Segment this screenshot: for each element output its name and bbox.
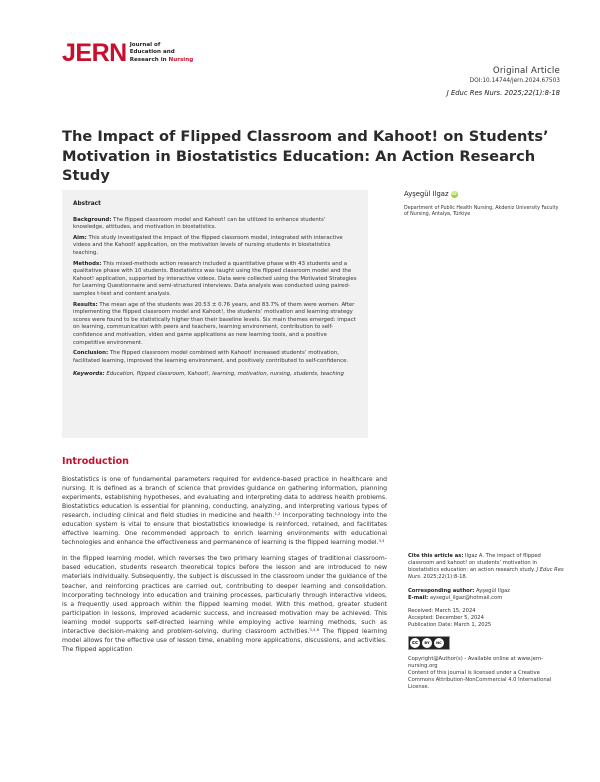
background-text: The flipped classroom model and Kahoot! can be utilized to enhance students’ knowledge, attitudes, and motivation in biostatistics. [73, 216, 326, 231]
email-label: E-mail: [408, 594, 429, 601]
citation-sup[interactable]: 3,4,6 [309, 626, 320, 632]
abstract-results [73, 302, 357, 348]
keywords-label: Keywords: [73, 371, 105, 378]
logo-line-1: Journal of [129, 42, 161, 48]
logo-mark: JERN [62, 39, 127, 67]
background-label: Background: [73, 216, 112, 223]
article-title: The Impact of Flipped Classroom and Kahoot! on Students’ Motivation in Biostatistics Education: An Action Research Study [62, 128, 549, 184]
p2-text-b: The flipped learning model allows for the effective use of lesson time, enabling more applications, discussions, and activities. The flipped application [62, 627, 387, 653]
cite-text-b: 2025;22(1):8-18. [421, 573, 468, 580]
abstract-aim [73, 235, 357, 258]
author-name-row [404, 190, 564, 198]
logo-journal-name [130, 40, 194, 64]
cc-license-icon[interactable] [408, 636, 450, 650]
corr-name: Ayşegül Ilgaz [474, 587, 510, 594]
article-info-sidebar [408, 553, 566, 691]
cc-by-icon: BY [422, 638, 432, 648]
cite-block [408, 553, 566, 581]
abstract-methods [73, 261, 357, 299]
correspondence-block [408, 588, 566, 602]
accepted-date: Accepted: December 5, 2024 [408, 615, 484, 622]
keywords-text: Education, flipped classroom, Kahoot!, learning, motivation, nursing, students, teaching [104, 371, 344, 378]
license-text: Content of this journal is licensed under a Creative Commons Attribution-NonCommercial 4.0 International License. [408, 669, 552, 690]
cite-text: Ilgaz A. The impact of flipped classroom and kahoot! on students’ motivation in biostatistics education: an action research study. [408, 553, 541, 573]
abstract-box [62, 190, 368, 438]
paragraph [62, 475, 387, 547]
abstract-background [73, 217, 357, 232]
email-link[interactable]: aysegul_ilgaz@hotmail.com [428, 594, 503, 601]
section-heading-introduction: Introduction [62, 456, 129, 467]
orcid-icon[interactable]: iD [451, 191, 457, 197]
corr-row [408, 588, 566, 595]
results-label: Results: [73, 301, 98, 308]
citation-sup[interactable]: 1,2 [274, 511, 281, 517]
aim-label: Aim: [73, 234, 87, 241]
logo-line-2: Education and [129, 49, 175, 56]
author-name: Ayşegül Ilgaz [404, 190, 449, 198]
corr-label: Corresponding author: [408, 587, 475, 594]
journal-logo [62, 40, 193, 66]
abstract-conclusion [73, 350, 357, 365]
p1-text: Biostatistics is one of fundamental parameters required for evidence-based practice in healthcare and nursing. It is defined as a branch of science that provides guidance on gathering information, planning experiments, establishing hypotheses, and evaluating and interpreting data to address health problems. Biostatistics education is essential for planning, conducting, analyzing, and interpreting various types of research, including clinical and field studies in medicine and health. [62, 476, 387, 520]
doi-link[interactable]: DOI:10.14744/jern.2024.67503 [469, 78, 560, 84]
abstract-keywords [73, 371, 357, 379]
article-meta [447, 66, 560, 97]
dates-block [408, 608, 566, 629]
logo-line-3 [130, 57, 194, 64]
cite-journal: J Educ Res Nurs. [408, 566, 564, 580]
introduction-body [62, 475, 387, 661]
logo-line-3b: Nursing [168, 56, 194, 63]
email-row [408, 595, 566, 602]
article-type: Original Article [492, 66, 560, 76]
cc-nc-icon: NC [434, 638, 444, 648]
methods-label: Methods: [73, 260, 102, 267]
results-text: The mean age of the students was 20.53 ± 0.76 years, and 83.7% of them were women. After implementing the flipped classroom model and Kahoot!, the students’ motivation and learning strategy scores were found to be statistically higher than their baseline levels. Six main themes emerged: impact on learning, communication with peers and teachers, learning environment, contribution to self-confidence and motivation, video and game applications as new learning tools, and a positive competitive environment. [73, 301, 356, 346]
abstract-heading: Abstract [73, 201, 101, 207]
aim-text: This study investigated the impact of the flipped classroom model, integrated with interactive videos and the Kahoot! application, on the motivation levels of nursing students in biostatistics teaching. [73, 234, 343, 256]
journal-reference: J Educ Res Nurs. 2025;22(1):8-18 [446, 89, 560, 97]
p2-text: In the flipped learning model, which reverses the two primary learning stages of traditional classroom-based education, students research theoretical topics before the lesson and are introduced to new materials individually. Subsequently, the subject is discussed in the classroom under the guidance of the teacher, and reinforcing practices are carried out, contributing to deeper learning and consolidation. Incorporating technology into education and training processes, particularly through interactive videos, is a frequently used approach within the flipped learning model. With this method, greater student participation in lessons, improved academic success, and increased motivation may be achieved. This learning model supports self-directed learning while employing active learning methods, such as interactive decision-making and problem-solving, during classroom activities. [62, 555, 387, 635]
p1-text-b: Incorporating technology into the education system is vital to ensure that biostatistics knowledge is reinforced, retained, and facilitates effective learning. One recommended approach to enrich learning environments with educational technologies and enhance the effectiveness and permanence of learning is the flipped learning model. [62, 512, 387, 547]
cc-icon: cc [410, 638, 420, 648]
publication-date: Publication Date: March 1, 2025 [408, 622, 492, 629]
conclusion-label: Conclusion: [73, 350, 109, 357]
citation-sup[interactable]: 3,4 [378, 538, 385, 544]
paragraph [62, 554, 387, 654]
received-date: Received: March 15, 2024 [408, 608, 476, 615]
cite-label: Cite this article as: [408, 553, 464, 559]
author-affiliation: Department of Public Health Nursing, Akdeniz University Faculty of Nursing, Antalya, Türkiye [404, 206, 559, 218]
copyright-text: Copyright@Author(s) - Available online at www.jern-nursing.org [408, 656, 544, 670]
methods-text: This mixed-methods action research included a quantitative phase with 43 students and a qualitative phase with 10 students. Biostatistics was taught using the flipped classroom model and the Kahoot! application, supported by interactive videos. Data were collected using the Motivated Strategies for Learning Questionnaire and semi-structured interviews. Data analysis was conducted using paired-samples t-test and content analysis. [73, 260, 357, 297]
logo-line-3a: Research in [129, 56, 169, 63]
conclusion-text: The flipped classroom model combined with Kahoot! increased students’ motivation, facilitated learning, improved the learning environment, and positively contributed to self-confidence. [73, 350, 349, 364]
author-block [404, 190, 564, 219]
